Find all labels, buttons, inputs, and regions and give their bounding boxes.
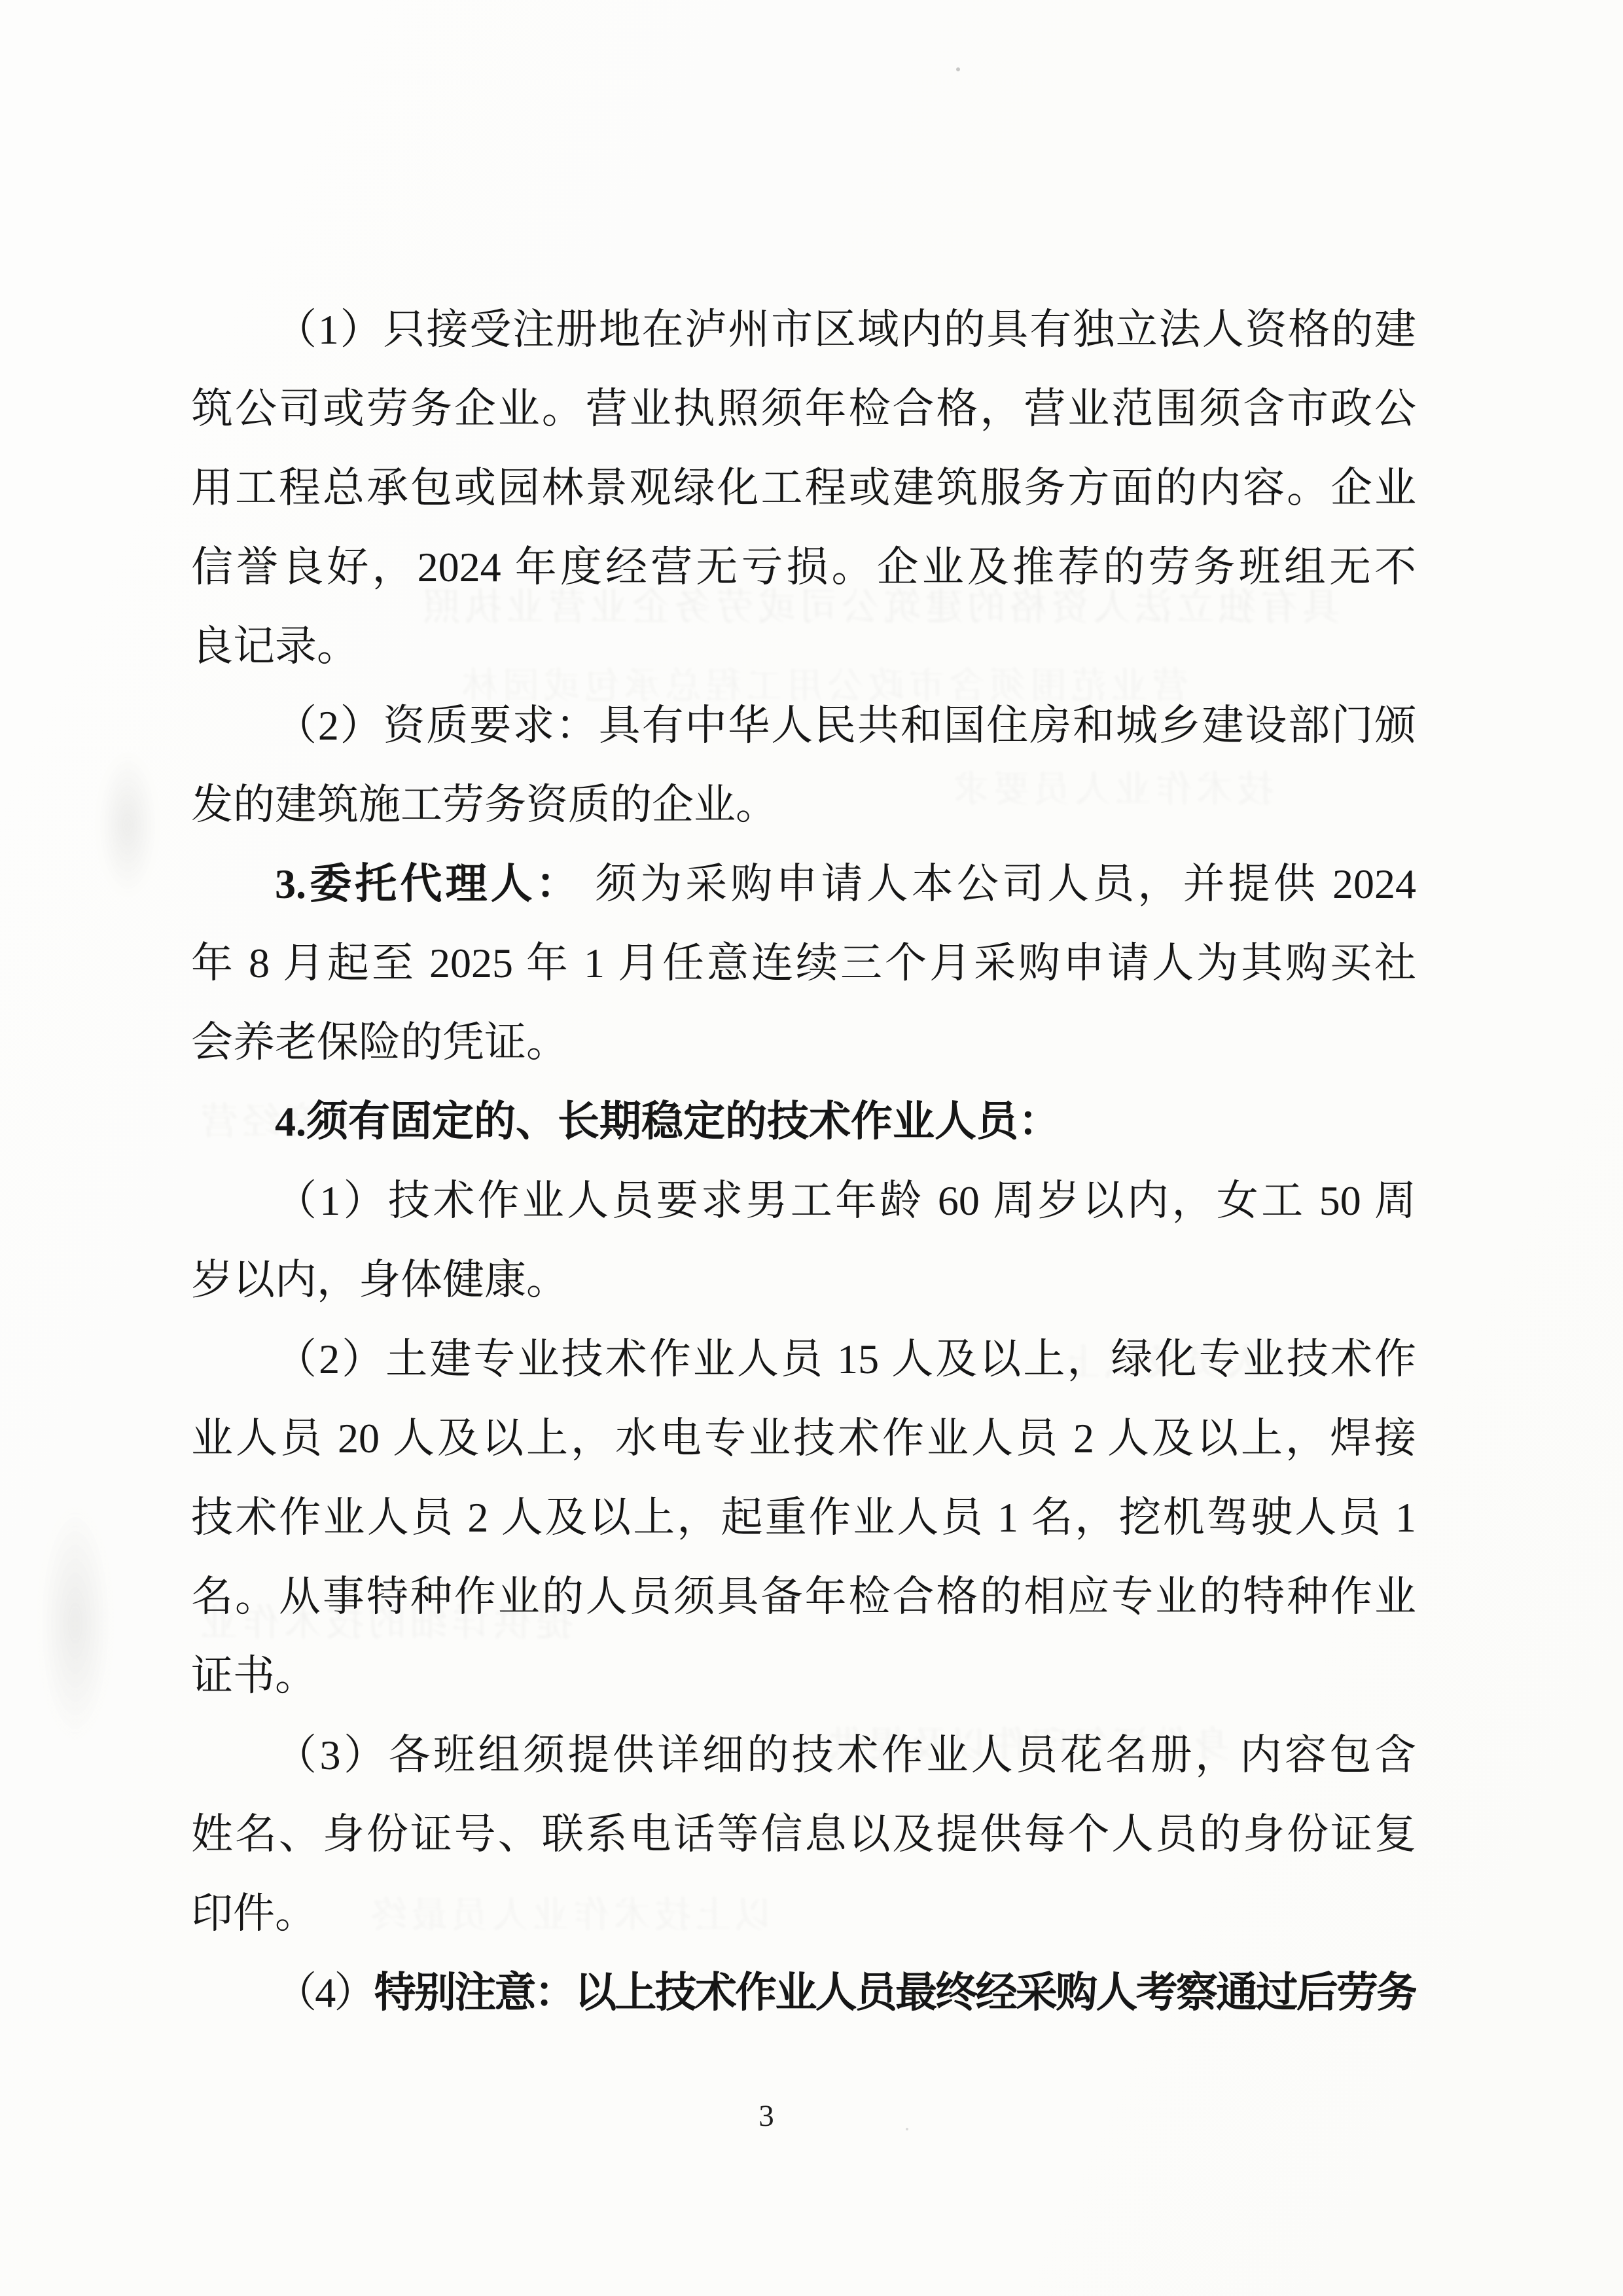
text-segment: 筑公司或劳务企业。营业执照须年检合格，营业范围须含市政公 xyxy=(191,386,1416,432)
text-line xyxy=(191,765,1416,844)
paragraph xyxy=(191,1161,1416,1319)
paragraph xyxy=(191,290,1416,686)
text-line xyxy=(191,1161,1416,1240)
text-segment: （1）只接受注册地在泸州市区域内的具有独立法人资格的建 xyxy=(275,306,1416,353)
text-line xyxy=(191,528,1416,607)
text-segment: 4.须有固定的、长期稳定的技术作业人员： xyxy=(275,1098,1060,1145)
text-line xyxy=(191,1478,1416,1557)
paragraph xyxy=(191,686,1416,844)
paragraph xyxy=(191,844,1416,1082)
text-segment: 会养老保险的凭证。 xyxy=(191,1019,568,1066)
text-line xyxy=(191,1715,1416,1795)
text-line xyxy=(191,290,1416,369)
scan-speck-artifact xyxy=(906,2128,908,2130)
text-segment: 业人员 20 人及以上，水电专业技术作业人员 2 人及以上，焊接 xyxy=(191,1415,1416,1462)
scan-smudge-artifact xyxy=(98,753,157,897)
text-segment: （4） xyxy=(275,1969,374,2016)
text-segment: 信誉良好，2024 年度经营无亏损。企业及推荐的劳务班组无不 xyxy=(191,544,1416,590)
text-segment: 证书。 xyxy=(191,1653,317,1699)
text-segment: 技术作业人员 2 人及以上，起重作业人员 1 名，挖机驾驶人员 1 xyxy=(191,1494,1416,1541)
text-line xyxy=(191,1557,1416,1636)
text-line xyxy=(191,1874,1416,1953)
text-line xyxy=(191,369,1416,448)
text-segment: 名。从事特种作业的人员须具备年检合格的相应专业的特种作业 xyxy=(191,1573,1416,1620)
text-line xyxy=(191,1399,1416,1478)
text-segment: 年 8 月起至 2025 年 1 月任意连续三个月采购申请人为其购买社 xyxy=(191,940,1416,986)
text-line xyxy=(191,686,1416,765)
text-segment: 特别注意： xyxy=(374,1969,575,2016)
text-line xyxy=(191,1953,1416,2032)
text-segment: 印件。 xyxy=(191,1890,317,1937)
text-segment: 3.委托代理人： xyxy=(275,861,581,907)
text-line xyxy=(191,1003,1416,1082)
text-line xyxy=(191,1636,1416,1715)
paragraph xyxy=(191,1953,1416,2032)
text-segment: （1）技术作业人员要求男工年龄 60 周岁以内，女工 50 周 xyxy=(275,1177,1416,1224)
document-body-text xyxy=(191,290,1416,2032)
text-line xyxy=(191,1082,1416,1161)
text-segment: 良记录。 xyxy=(191,623,359,670)
text-segment: 须为采购申请人本公司人员，并提供 2024 xyxy=(580,861,1416,907)
text-line xyxy=(191,448,1416,528)
scan-smudge-artifact xyxy=(39,1505,111,1741)
text-segment: 姓名、身份证号、联系电话等信息以及提供每个人员的身份证复 xyxy=(191,1811,1416,1857)
text-segment: 以上技术作业人员最终经采购人考察通过后劳务 xyxy=(575,1969,1416,2016)
text-line xyxy=(191,924,1416,1003)
text-line xyxy=(191,1795,1416,1874)
paragraph xyxy=(191,1715,1416,1953)
text-segment: （3）各班组须提供详细的技术作业人员花名册，内容包含 xyxy=(275,1732,1416,1778)
scan-speck-artifact xyxy=(956,67,960,71)
text-line xyxy=(191,844,1416,924)
text-segment: 岁以内，身体健康。 xyxy=(191,1257,568,1303)
paragraph xyxy=(191,1082,1416,1161)
text-line xyxy=(191,1319,1416,1399)
text-segment: 用工程总承包或园林景观绿化工程或建筑服务方面的内容。企业 xyxy=(191,465,1416,511)
page-number: 3 xyxy=(758,2099,774,2133)
text-segment: 发的建筑施工劳务资质的企业。 xyxy=(191,781,777,828)
bleedthrough-text-artifact: 具有独立法人资格的建筑公司或劳务企业营业执照 xyxy=(419,586,1341,628)
text-line xyxy=(191,607,1416,686)
text-segment: （2）资质要求：具有中华人民共和国住房和城乡建设部门颁 xyxy=(275,702,1416,749)
paragraph xyxy=(191,1319,1416,1715)
text-segment: （2）土建专业技术作业人员 15 人及以上，绿化专业技术作 xyxy=(275,1336,1416,1382)
text-line xyxy=(191,1240,1416,1319)
